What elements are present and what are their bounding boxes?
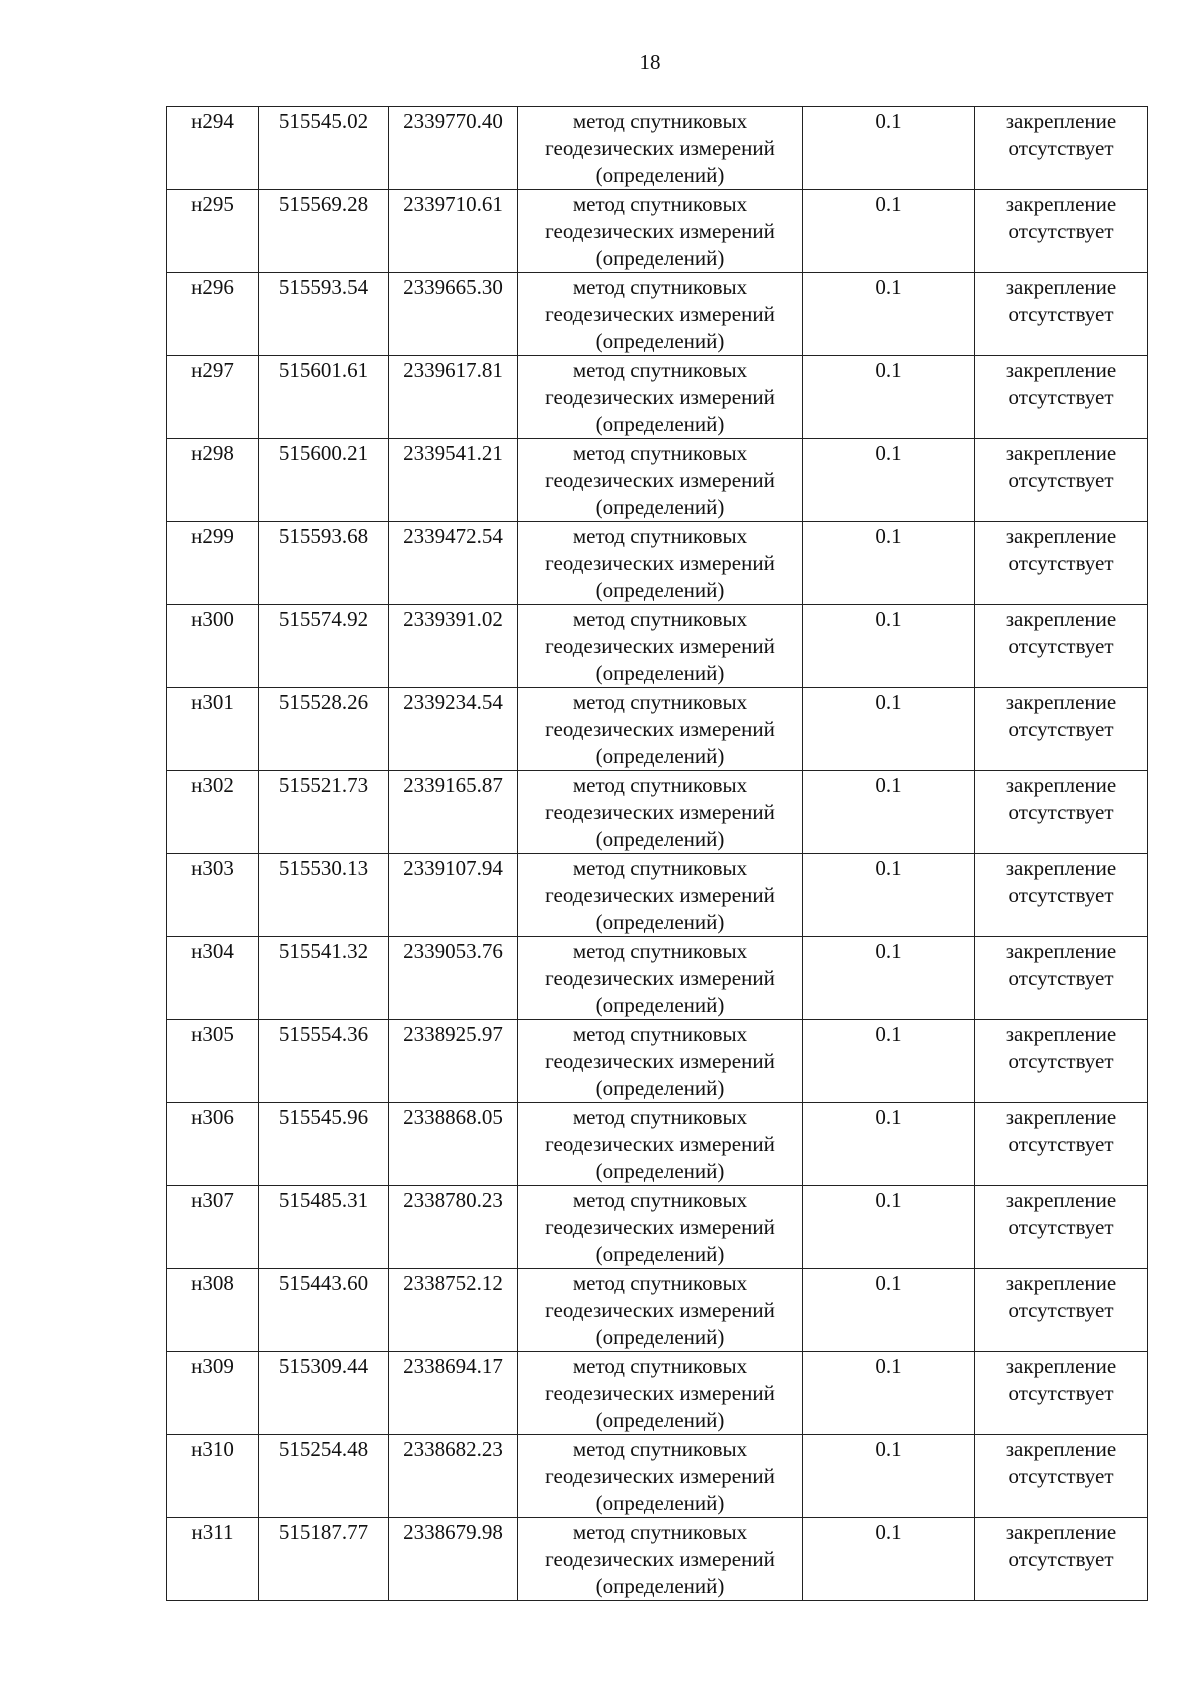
method-text: геодезических измерений [545, 551, 775, 575]
fixation-text: закрепление [1005, 1271, 1117, 1295]
accuracy-cell [803, 1103, 975, 1186]
method-text: метод спутниковых [572, 773, 748, 797]
method-text: метод спутниковых [572, 1271, 748, 1295]
x-coordinate-text: 515545.96 [278, 1105, 369, 1129]
point-name-text: н294 [191, 109, 234, 133]
x-coordinate-text: 515574.92 [278, 607, 369, 631]
y-coordinate-text: 2339541.21 [403, 441, 503, 465]
point-name-cell [167, 1518, 259, 1601]
point-name-text: н299 [191, 524, 234, 548]
method-text: геодезических измерений [545, 136, 775, 160]
fixation-cell [975, 1269, 1148, 1352]
accuracy-cell [803, 1518, 975, 1601]
method-text: (определений) [595, 246, 725, 270]
point-name-text: н301 [191, 690, 234, 714]
point-name-text: н307 [191, 1188, 234, 1212]
fixation-text: отсутствует [1008, 1547, 1114, 1571]
y-coordinate-text: 2339053.76 [403, 939, 503, 963]
method-cell [518, 854, 803, 937]
coordinates-table [166, 106, 1148, 1601]
point-name-text: н295 [191, 192, 234, 216]
method-cell [518, 522, 803, 605]
x-coordinate-cell [259, 439, 389, 522]
point-name-text: н302 [191, 773, 234, 797]
method-text: (определений) [595, 578, 725, 602]
y-coordinate-text: 2338694.17 [403, 1354, 503, 1378]
y-coordinate-text: 2338752.12 [403, 1271, 503, 1295]
y-coordinate-cell [389, 605, 518, 688]
point-name-text: н297 [191, 358, 234, 382]
method-text: геодезических измерений [545, 385, 775, 409]
accuracy-cell [803, 1020, 975, 1103]
point-name-cell [167, 190, 259, 273]
method-text: (определений) [595, 329, 725, 353]
method-cell [518, 356, 803, 439]
x-coordinate-cell [259, 273, 389, 356]
x-coordinate-cell [259, 1020, 389, 1103]
y-coordinate-text: 2338780.23 [403, 1188, 503, 1212]
x-coordinate-cell [259, 1186, 389, 1269]
fixation-cell [975, 688, 1148, 771]
point-name-text: н310 [191, 1437, 234, 1461]
table-row [167, 1435, 1148, 1518]
accuracy-cell [803, 107, 975, 190]
x-coordinate-cell [259, 1518, 389, 1601]
method-text: геодезических измерений [545, 1215, 775, 1239]
method-text: метод спутниковых [572, 358, 748, 382]
method-cell [518, 190, 803, 273]
y-coordinate-cell [389, 854, 518, 937]
method-text: геодезических измерений [545, 634, 775, 658]
accuracy-cell [803, 439, 975, 522]
y-coordinate-text: 2339665.30 [403, 275, 503, 299]
fixation-text: отсутствует [1008, 468, 1114, 492]
method-text: геодезических измерений [545, 800, 775, 824]
method-text: геодезических измерений [545, 1132, 775, 1156]
method-cell [518, 1020, 803, 1103]
table-row [167, 688, 1148, 771]
x-coordinate-cell [259, 1269, 389, 1352]
table-row [167, 273, 1148, 356]
fixation-cell [975, 273, 1148, 356]
point-name-text: н304 [191, 939, 234, 963]
x-coordinate-text: 515541.32 [278, 939, 369, 963]
x-coordinate-text: 515530.13 [278, 856, 369, 880]
method-text: геодезических измерений [545, 1381, 775, 1405]
x-coordinate-cell [259, 107, 389, 190]
fixation-text: закрепление [1005, 856, 1117, 880]
fixation-text: отсутствует [1008, 1464, 1114, 1488]
method-cell [518, 1435, 803, 1518]
x-coordinate-text: 515309.44 [278, 1354, 369, 1378]
fixation-text: закрепление [1005, 690, 1117, 714]
x-coordinate-text: 515600.21 [278, 441, 369, 465]
method-cell [518, 937, 803, 1020]
x-coordinate-text: 515554.36 [278, 1022, 369, 1046]
fixation-text: закрепление [1005, 275, 1117, 299]
fixation-text: закрепление [1005, 607, 1117, 631]
fixation-text: отсутствует [1008, 883, 1114, 907]
method-cell [518, 1186, 803, 1269]
y-coordinate-text: 2338868.05 [403, 1105, 503, 1129]
y-coordinate-cell [389, 1020, 518, 1103]
accuracy-cell [803, 356, 975, 439]
y-coordinate-cell [389, 937, 518, 1020]
method-text: метод спутниковых [572, 524, 748, 548]
fixation-text: закрепление [1005, 192, 1117, 216]
method-text: метод спутниковых [572, 441, 748, 465]
table-row [167, 190, 1148, 273]
method-text: (определений) [595, 1159, 725, 1183]
fixation-text: отсутствует [1008, 1298, 1114, 1322]
method-text: геодезических измерений [545, 468, 775, 492]
fixation-cell [975, 1103, 1148, 1186]
method-cell [518, 605, 803, 688]
point-name-text: н305 [191, 1022, 234, 1046]
table-row [167, 854, 1148, 937]
x-coordinate-text: 515593.68 [278, 524, 369, 548]
method-cell [518, 1352, 803, 1435]
y-coordinate-cell [389, 107, 518, 190]
method-text: (определений) [595, 910, 725, 934]
y-coordinate-text: 2338679.98 [403, 1520, 503, 1544]
method-cell [518, 439, 803, 522]
table-row [167, 1103, 1148, 1186]
method-cell [518, 273, 803, 356]
accuracy-text: 0.1 [875, 1022, 902, 1046]
accuracy-cell [803, 1186, 975, 1269]
fixation-text: отсутствует [1008, 302, 1114, 326]
fixation-cell [975, 771, 1148, 854]
y-coordinate-text: 2339234.54 [403, 690, 503, 714]
accuracy-text: 0.1 [875, 109, 902, 133]
accuracy-text: 0.1 [875, 607, 902, 631]
fixation-text: отсутствует [1008, 1049, 1114, 1073]
y-coordinate-cell [389, 1186, 518, 1269]
y-coordinate-cell [389, 522, 518, 605]
accuracy-text: 0.1 [875, 690, 902, 714]
fixation-text: закрепление [1005, 524, 1117, 548]
accuracy-cell [803, 522, 975, 605]
x-coordinate-text: 515593.54 [278, 275, 369, 299]
accuracy-text: 0.1 [875, 358, 902, 382]
method-text: метод спутниковых [572, 275, 748, 299]
y-coordinate-cell [389, 688, 518, 771]
method-text: метод спутниковых [572, 1354, 748, 1378]
y-coordinate-text: 2339107.94 [403, 856, 503, 880]
y-coordinate-cell [389, 771, 518, 854]
x-coordinate-text: 515528.26 [278, 690, 369, 714]
fixation-cell [975, 107, 1148, 190]
accuracy-text: 0.1 [875, 939, 902, 963]
point-name-cell [167, 439, 259, 522]
x-coordinate-text: 515485.31 [278, 1188, 369, 1212]
method-text: (определений) [595, 827, 725, 851]
method-text: (определений) [595, 495, 725, 519]
method-text: (определений) [595, 1076, 725, 1100]
method-text: метод спутниковых [572, 939, 748, 963]
method-text: метод спутниковых [572, 690, 748, 714]
fixation-cell [975, 1020, 1148, 1103]
y-coordinate-cell [389, 439, 518, 522]
fixation-cell [975, 190, 1148, 273]
accuracy-cell [803, 1435, 975, 1518]
y-coordinate-cell [389, 1269, 518, 1352]
table-row [167, 771, 1148, 854]
method-text: (определений) [595, 412, 725, 436]
point-name-text: н308 [191, 1271, 234, 1295]
method-text: метод спутниковых [572, 1437, 748, 1461]
method-cell [518, 688, 803, 771]
method-text: (определений) [595, 1574, 725, 1598]
y-coordinate-text: 2338925.97 [403, 1022, 503, 1046]
y-coordinate-text: 2339710.61 [403, 192, 503, 216]
fixation-text: отсутствует [1008, 800, 1114, 824]
y-coordinate-cell [389, 273, 518, 356]
fixation-cell [975, 1186, 1148, 1269]
fixation-text: отсутствует [1008, 551, 1114, 575]
y-coordinate-cell [389, 1435, 518, 1518]
fixation-text: закрепление [1005, 109, 1117, 133]
fixation-cell [975, 854, 1148, 937]
fixation-text: отсутствует [1008, 219, 1114, 243]
fixation-text: закрепление [1005, 1354, 1117, 1378]
accuracy-text: 0.1 [875, 1520, 902, 1544]
point-name-text: н303 [191, 856, 234, 880]
point-name-text: н298 [191, 441, 234, 465]
accuracy-text: 0.1 [875, 1354, 902, 1378]
table-body [167, 107, 1148, 1601]
table-row [167, 1020, 1148, 1103]
accuracy-cell [803, 605, 975, 688]
accuracy-cell [803, 854, 975, 937]
y-coordinate-cell [389, 1103, 518, 1186]
accuracy-cell [803, 190, 975, 273]
x-coordinate-cell [259, 937, 389, 1020]
method-text: (определений) [595, 1491, 725, 1515]
fixation-text: закрепление [1005, 939, 1117, 963]
x-coordinate-cell [259, 605, 389, 688]
table-row [167, 1269, 1148, 1352]
y-coordinate-text: 2338682.23 [403, 1437, 503, 1461]
x-coordinate-text: 515601.61 [278, 358, 369, 382]
accuracy-cell [803, 1269, 975, 1352]
fixation-text: отсутствует [1008, 136, 1114, 160]
x-coordinate-text: 515521.73 [278, 773, 369, 797]
method-text: метод спутниковых [572, 607, 748, 631]
method-text: (определений) [595, 1325, 725, 1349]
x-coordinate-cell [259, 1352, 389, 1435]
method-text: геодезических измерений [545, 717, 775, 741]
method-text: (определений) [595, 1242, 725, 1266]
point-name-cell [167, 1269, 259, 1352]
y-coordinate-text: 2339472.54 [403, 524, 503, 548]
fixation-text: отсутствует [1008, 966, 1114, 990]
accuracy-text: 0.1 [875, 275, 902, 299]
method-text: геодезических измерений [545, 1464, 775, 1488]
fixation-text: отсутствует [1008, 1381, 1114, 1405]
fixation-text: отсутствует [1008, 385, 1114, 409]
point-name-text: н309 [191, 1354, 234, 1378]
y-coordinate-text: 2339617.81 [403, 358, 503, 382]
fixation-cell [975, 937, 1148, 1020]
y-coordinate-text: 2339165.87 [403, 773, 503, 797]
accuracy-text: 0.1 [875, 1188, 902, 1212]
method-text: геодезических измерений [545, 302, 775, 326]
fixation-text: закрепление [1005, 1520, 1117, 1544]
x-coordinate-cell [259, 522, 389, 605]
fixation-cell [975, 1435, 1148, 1518]
accuracy-cell [803, 273, 975, 356]
fixation-cell [975, 439, 1148, 522]
page-number: 18 [639, 50, 661, 74]
table-row [167, 356, 1148, 439]
point-name-cell [167, 771, 259, 854]
method-text: геодезических измерений [545, 883, 775, 907]
table-row [167, 937, 1148, 1020]
fixation-text: закрепление [1005, 1437, 1117, 1461]
x-coordinate-cell [259, 1103, 389, 1186]
fixation-text: отсутствует [1008, 1132, 1114, 1156]
fixation-cell [975, 522, 1148, 605]
y-coordinate-cell [389, 356, 518, 439]
point-name-cell [167, 1020, 259, 1103]
fixation-cell [975, 605, 1148, 688]
accuracy-text: 0.1 [875, 1105, 902, 1129]
x-coordinate-cell [259, 356, 389, 439]
accuracy-text: 0.1 [875, 192, 902, 216]
point-name-cell [167, 1103, 259, 1186]
y-coordinate-text: 2339770.40 [403, 109, 503, 133]
method-text: (определений) [595, 163, 725, 187]
table-row [167, 1186, 1148, 1269]
table-row [167, 439, 1148, 522]
accuracy-text: 0.1 [875, 1271, 902, 1295]
point-name-text: н296 [191, 275, 234, 299]
point-name-cell [167, 1435, 259, 1518]
y-coordinate-cell [389, 1518, 518, 1601]
point-name-cell [167, 1186, 259, 1269]
table-row [167, 1518, 1148, 1601]
table-row [167, 605, 1148, 688]
method-cell [518, 1518, 803, 1601]
accuracy-cell [803, 937, 975, 1020]
accuracy-cell [803, 771, 975, 854]
fixation-text: закрепление [1005, 1105, 1117, 1129]
point-name-cell [167, 1352, 259, 1435]
method-cell [518, 1269, 803, 1352]
accuracy-text: 0.1 [875, 856, 902, 880]
y-coordinate-text: 2339391.02 [403, 607, 503, 631]
x-coordinate-text: 515569.28 [278, 192, 369, 216]
accuracy-text: 0.1 [875, 1437, 902, 1461]
method-text: геодезических измерений [545, 1547, 775, 1571]
method-text: (определений) [595, 1408, 725, 1432]
method-text: геодезических измерений [545, 966, 775, 990]
point-name-cell [167, 688, 259, 771]
method-text: метод спутниковых [572, 1105, 748, 1129]
table-row [167, 107, 1148, 190]
method-text: метод спутниковых [572, 856, 748, 880]
method-text: метод спутниковых [572, 1022, 748, 1046]
x-coordinate-text: 515254.48 [278, 1437, 369, 1461]
fixation-text: отсутствует [1008, 1215, 1114, 1239]
x-coordinate-text: 515443.60 [278, 1271, 369, 1295]
method-text: метод спутниковых [572, 1188, 748, 1212]
accuracy-cell [803, 1352, 975, 1435]
point-name-cell [167, 605, 259, 688]
x-coordinate-cell [259, 688, 389, 771]
point-name-cell [167, 522, 259, 605]
point-name-cell [167, 273, 259, 356]
fixation-text: закрепление [1005, 441, 1117, 465]
x-coordinate-text: 515545.02 [278, 109, 369, 133]
y-coordinate-cell [389, 1352, 518, 1435]
method-text: (определений) [595, 661, 725, 685]
table-row [167, 1352, 1148, 1435]
point-name-text: н300 [191, 607, 234, 631]
fixation-cell [975, 1352, 1148, 1435]
x-coordinate-text: 515187.77 [278, 1520, 369, 1544]
method-text: (определений) [595, 744, 725, 768]
method-text: метод спутниковых [572, 1520, 748, 1544]
point-name-cell [167, 854, 259, 937]
x-coordinate-cell [259, 854, 389, 937]
point-name-cell [167, 937, 259, 1020]
point-name-cell [167, 356, 259, 439]
method-text: (определений) [595, 993, 725, 1017]
method-text: геодезических измерений [545, 219, 775, 243]
method-text: метод спутниковых [572, 109, 748, 133]
accuracy-text: 0.1 [875, 773, 902, 797]
fixation-text: закрепление [1005, 1022, 1117, 1046]
x-coordinate-cell [259, 771, 389, 854]
method-cell [518, 771, 803, 854]
point-name-text: н311 [191, 1520, 234, 1544]
point-name-text: н306 [191, 1105, 234, 1129]
method-text: геодезических измерений [545, 1049, 775, 1073]
method-cell [518, 107, 803, 190]
method-text: геодезических измерений [545, 1298, 775, 1322]
accuracy-cell [803, 688, 975, 771]
fixation-text: отсутствует [1008, 634, 1114, 658]
table-row [167, 522, 1148, 605]
x-coordinate-cell [259, 190, 389, 273]
point-name-cell [167, 107, 259, 190]
x-coordinate-cell [259, 1435, 389, 1518]
fixation-text: отсутствует [1008, 717, 1114, 741]
fixation-cell [975, 356, 1148, 439]
method-text: метод спутниковых [572, 192, 748, 216]
fixation-cell [975, 1518, 1148, 1601]
method-cell [518, 1103, 803, 1186]
accuracy-text: 0.1 [875, 441, 902, 465]
fixation-text: закрепление [1005, 1188, 1117, 1212]
y-coordinate-cell [389, 190, 518, 273]
accuracy-text: 0.1 [875, 524, 902, 548]
fixation-text: закрепление [1005, 358, 1117, 382]
fixation-text: закрепление [1005, 773, 1117, 797]
